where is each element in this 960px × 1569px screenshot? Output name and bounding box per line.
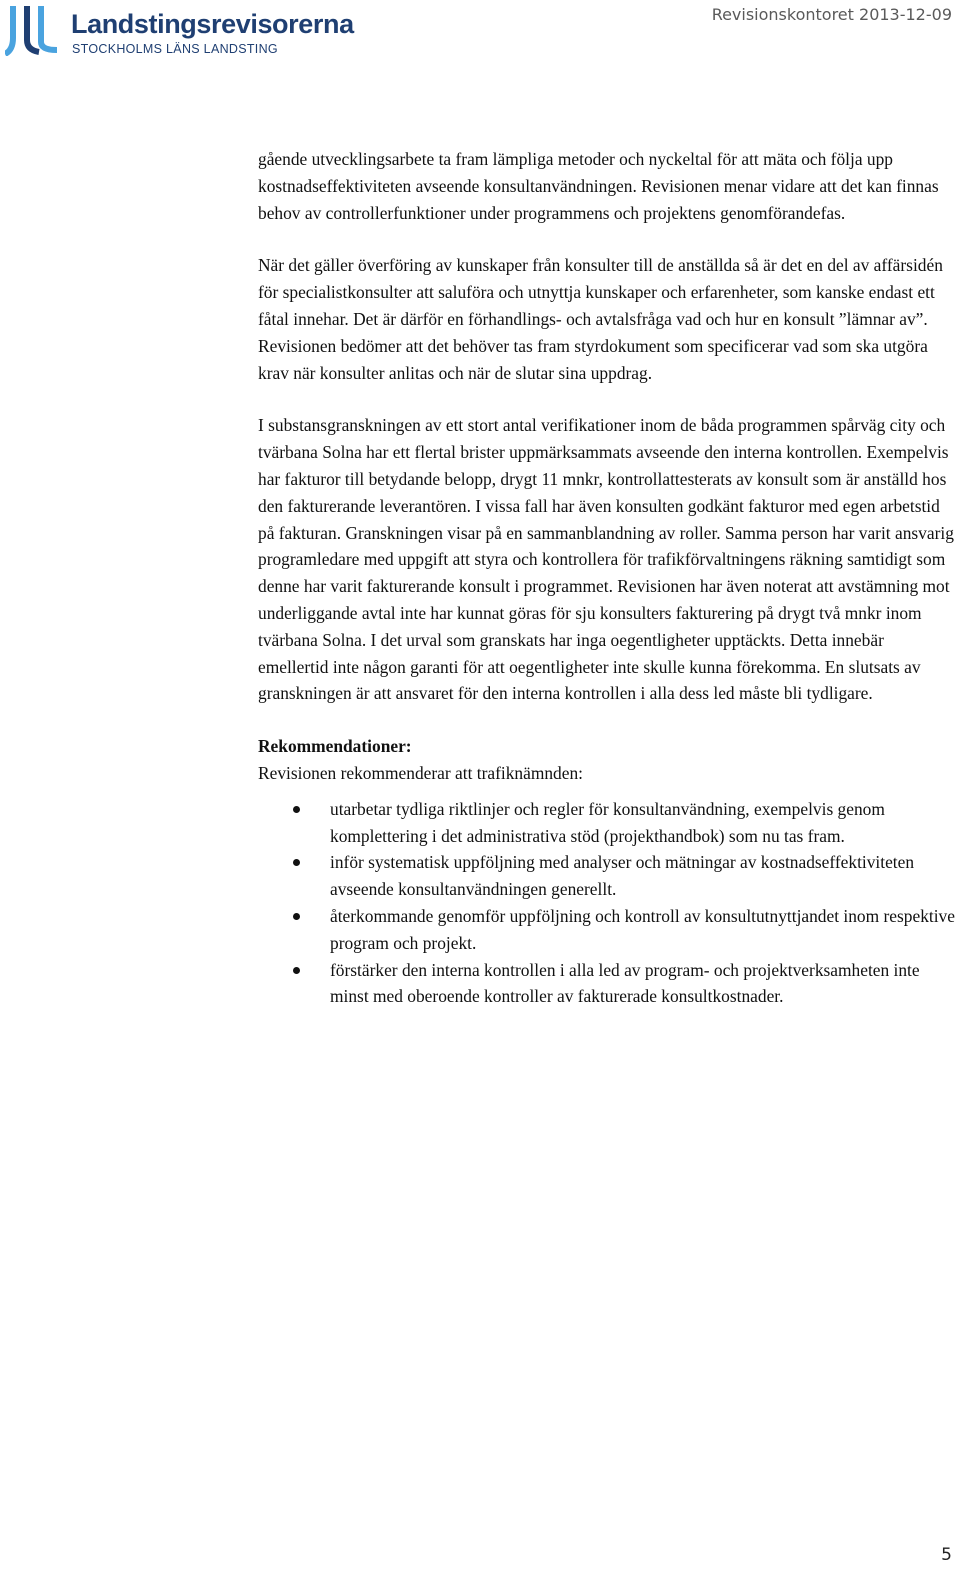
list-item-text: inför systematisk uppföljning med analyser och mätningar av kostnadseffektiviteten avseende konsultanvändningen generellt. (330, 852, 915, 900)
logo (5, 6, 365, 56)
paragraph-2: När det gäller överföring av kunskaper från konsulter till de anställda så är det en del av affärsidén för specialistkonsulter att saluföra och utnyttja kunskaper och erfarenheter, som kanske endast ett fåtal innehar. Det är därför en förhandlings- och avtalsfråga vad och hur en konsult ”lämnar av”. Revisionen bedömer att det behöver tas fram styrdokument som specificerar vad som ska utgöra krav när konsulter anlitas och när de slutar sina uppdrag. (258, 255, 943, 383)
document-body (258, 146, 958, 1010)
paragraph-1: gående utvecklingsarbete ta fram lämpliga metoder och nyckeltal för att mäta och följa upp kostnadseffektiviteten avseende konsultanvändningen. Revisionen menar vidare att det kan finnas behov av controllerfunktioner under programmens och projektens genomförandefas. (258, 149, 939, 223)
list-item (258, 957, 958, 1011)
recommendations-list (258, 796, 958, 1010)
recommendations-section (258, 733, 958, 1010)
bullet-icon (293, 806, 300, 813)
bullet-icon (293, 859, 300, 866)
recommendations-heading: Rekommendationer: (258, 736, 412, 757)
bullet-icon (293, 913, 300, 920)
logo-name: Landstingsrevisorerna (71, 9, 354, 39)
list-item (258, 903, 958, 957)
logo-mark-icon (5, 6, 63, 56)
recommendations-intro: Revisionen rekommenderar att trafiknämnden: (258, 762, 583, 783)
list-item-text: förstärker den interna kontrollen i alla led av program- och projektverksamheten inte minst med oberoende kontroller av fakturerade konsultkostnader. (330, 959, 920, 1007)
logo-subtitle: STOCKHOLMS LÄNS LANDSTING (72, 42, 278, 56)
page-number: 5 (941, 1545, 952, 1565)
list-item-text: utarbetar tydliga riktlinjer och regler för konsultanvändning, exempelvis genom komplettering i det administrativa stöd (projekthandbok) som nu tas fram. (330, 798, 885, 846)
bullet-icon (293, 967, 300, 974)
header-office-date: Revisionskontoret 2013-12-09 (711, 5, 952, 24)
list-item (258, 796, 958, 850)
paragraph-3: I substansgranskningen av ett stort antal verifikationer inom de båda programmen spårväg city och tvärbana Solna har ett flertal brister uppmärksammats avseende den interna kontrollen. Exempelvis har fakturor till betydande belopp, drygt 11 mnkr, kontrollattesterats av konsult som är anställd hos den fakturerande leverantören. I vissa fall har även konsulten godkänt fakturor med egen arbetstid på fakturan. Granskningen visar på en sammanblandning av roller. Samma person har varit ansvarig programledare med uppgift att styra och kontrollera för trafikförvaltningens räkning samtidigt som denne har varit fakturerande konsult i programmet. Revisionen har även noterat att avstämning mot underliggande avtal inte har kunnat göras för sju konsulters fakturering på drygt två mnkr inom tvärbana Solna. I det urval som granskats har inga oegentligheter upptäckts. Detta innebär emellertid inte någon garanti för att oegentligheter inte skulle kunna förekomma. En slutsats av granskningen är att ansvaret för den interna kontrollen i alla dess led måste bli tydligare. (258, 415, 954, 704)
list-item-text: återkommande genomför uppföljning och kontroll av konsultutnyttjandet inom respektive program och projekt. (330, 905, 955, 953)
list-item (258, 849, 958, 903)
